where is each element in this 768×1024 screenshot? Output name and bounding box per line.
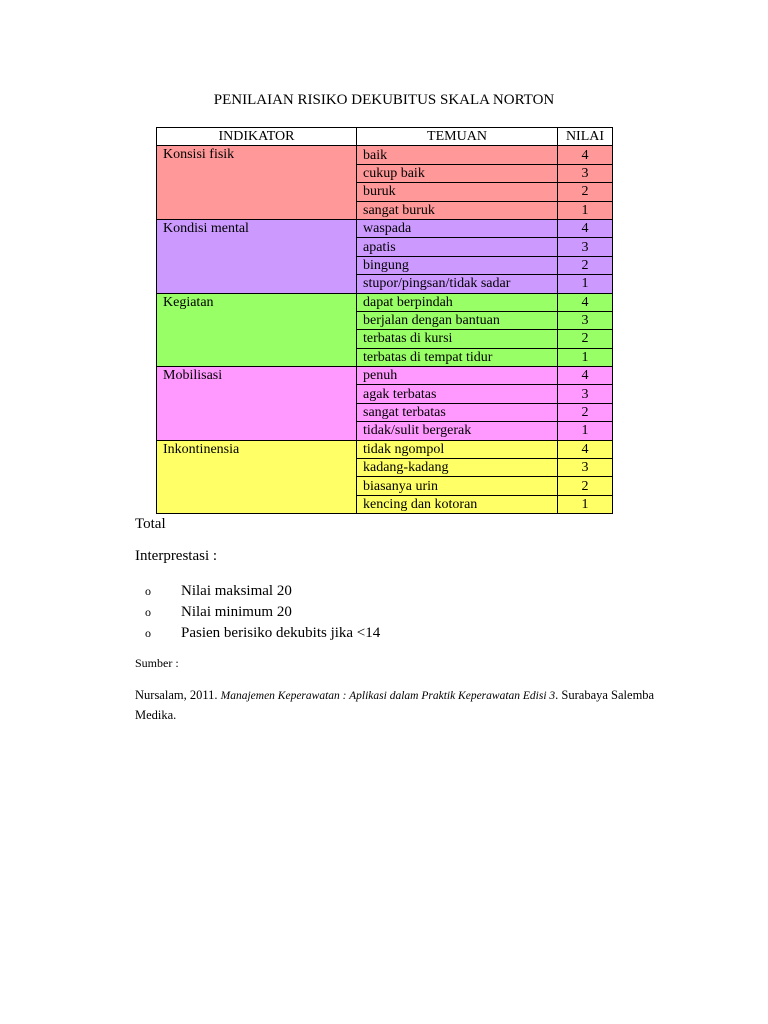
finding-cell: sangat terbatas xyxy=(357,403,558,421)
reference-citation xyxy=(135,686,655,725)
finding-cell: tidak ngompol xyxy=(357,440,558,458)
finding-cell: sangat buruk xyxy=(357,201,558,219)
finding-cell: kadang-kadang xyxy=(357,459,558,477)
score-cell: 2 xyxy=(558,256,613,274)
table-row xyxy=(157,440,613,458)
indicator-cell: Kondisi mental xyxy=(157,219,357,293)
header-nilai: NILAI xyxy=(558,128,613,146)
table-header-row xyxy=(157,128,613,146)
score-cell: 3 xyxy=(558,238,613,256)
finding-cell: baik xyxy=(357,146,558,164)
total-label: Total xyxy=(135,516,166,532)
reference-author-year: Nursalam, 2011. xyxy=(135,688,221,702)
interpretation-item-text: Nilai maksimal 20 xyxy=(181,583,292,599)
table-row xyxy=(157,293,613,311)
score-cell: 1 xyxy=(558,422,613,440)
bullet-icon: o xyxy=(145,605,151,619)
list-item xyxy=(135,623,380,644)
finding-cell: apatis xyxy=(357,238,558,256)
finding-cell: penuh xyxy=(357,367,558,385)
finding-cell: buruk xyxy=(357,183,558,201)
reference-title: Manajemen Keperawatan : Aplikasi dalam Praktik Keperawatan Edisi 3 xyxy=(220,690,556,702)
indicator-cell: Inkontinensia xyxy=(157,440,357,514)
finding-cell: tidak/sulit bergerak xyxy=(357,422,558,440)
score-cell: 4 xyxy=(558,293,613,311)
score-cell: 1 xyxy=(558,201,613,219)
list-item xyxy=(135,581,380,602)
bullet-icon: o xyxy=(145,626,151,640)
score-cell: 1 xyxy=(558,348,613,366)
score-cell: 3 xyxy=(558,459,613,477)
interpretation-label: Interprestasi : xyxy=(135,548,218,564)
indicator-cell: Mobilisasi xyxy=(157,367,357,441)
bullet-icon: o xyxy=(145,584,151,598)
score-cell: 4 xyxy=(558,146,613,164)
score-cell: 2 xyxy=(558,183,613,201)
interpretation-list xyxy=(135,581,380,644)
table-body xyxy=(157,146,613,514)
finding-cell: stupor/pingsan/tidak sadar xyxy=(357,275,558,293)
finding-cell: kencing dan kotoran xyxy=(357,495,558,513)
table-row xyxy=(157,219,613,237)
score-cell: 4 xyxy=(558,440,613,458)
indicator-cell: Konsisi fisik xyxy=(157,146,357,220)
table-row xyxy=(157,146,613,164)
norton-scale-table xyxy=(156,127,613,514)
finding-cell: terbatas di tempat tidur xyxy=(357,348,558,366)
table-row xyxy=(157,367,613,385)
finding-cell: terbatas di kursi xyxy=(357,330,558,348)
score-cell: 2 xyxy=(558,330,613,348)
score-cell: 3 xyxy=(558,385,613,403)
interpretation-item-text: Nilai minimum 20 xyxy=(181,604,292,620)
score-cell: 2 xyxy=(558,403,613,421)
list-item xyxy=(135,602,380,623)
finding-cell: waspada xyxy=(357,219,558,237)
score-cell: 4 xyxy=(558,367,613,385)
source-label: Sumber : xyxy=(135,656,179,670)
reference-publisher: . Surabaya Salemba Medika. xyxy=(135,688,655,722)
score-cell: 1 xyxy=(558,275,613,293)
score-cell: 3 xyxy=(558,311,613,329)
finding-cell: cukup baik xyxy=(357,164,558,182)
score-cell: 3 xyxy=(558,164,613,182)
finding-cell: biasanya urin xyxy=(357,477,558,495)
header-indikator: INDIKATOR xyxy=(157,128,357,146)
finding-cell: bingung xyxy=(357,256,558,274)
page-title: PENILAIAN RISIKO DEKUBITUS SKALA NORTON xyxy=(213,92,555,108)
interpretation-item-text: Pasien berisiko dekubits jika <14 xyxy=(181,625,381,641)
score-cell: 4 xyxy=(558,219,613,237)
finding-cell: dapat berpindah xyxy=(357,293,558,311)
finding-cell: agak terbatas xyxy=(357,385,558,403)
finding-cell: berjalan dengan bantuan xyxy=(357,311,558,329)
header-temuan: TEMUAN xyxy=(357,128,558,146)
indicator-cell: Kegiatan xyxy=(157,293,357,367)
score-cell: 2 xyxy=(558,477,613,495)
score-cell: 1 xyxy=(558,495,613,513)
